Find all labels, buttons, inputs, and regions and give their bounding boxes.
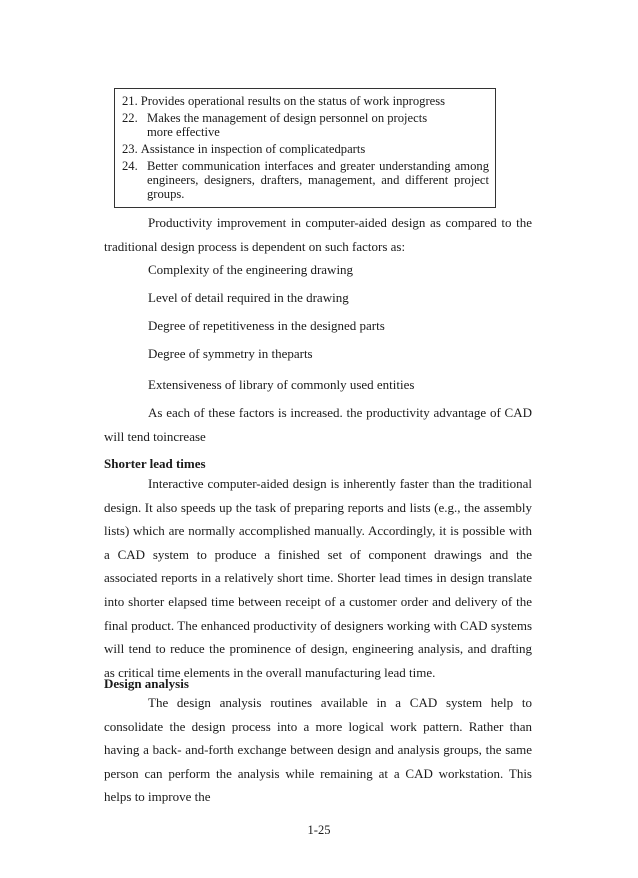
intro-paragraph-text: Productivity improvement in computer-aided design as compared to the traditional design process is dependent on such factors as: — [104, 215, 532, 254]
section-body — [104, 472, 532, 684]
section-body-text: The design analysis routines available in a CAD system help to consolidate the design process into a more logical work pattern. Rather than having a back- and-forth exchange between design and analysis groups, the same person can perform the analysis while remaining at a CAD workstation. This helps to improve the — [104, 695, 532, 805]
list-item — [122, 142, 489, 156]
factor-item: Degree of symmetry in theparts — [148, 346, 313, 361]
factor-item: Complexity of the engineering drawing — [148, 262, 354, 277]
list-item-text: Assistance in inspection of complicatedparts — [140, 142, 366, 156]
intro-paragraph — [104, 211, 532, 258]
numbered-list-box — [114, 88, 496, 208]
factors-conclusion — [104, 401, 532, 448]
section-body — [104, 691, 532, 809]
section-body-text: Interactive computer-aided design is inherently faster than the traditional design. It also speeds up the task of preparing reports and lists (e.g., the assembly lists) which are normally accomplished manually. Accordingly, it is possible with a CAD system to produce a finished set of component drawings and the associated reports in a relatively short time. Shorter lead times in design translate into shorter elapsed time between receipt of a customer order and delivery of the final product. The enhanced productivity of designers working with CAD systems will tend to reduce the prominence of design, engineering analysis, and drafting as critical time elements in the overall manufacturing lead time. — [104, 476, 532, 680]
list-item — [122, 111, 489, 139]
list-item — [122, 94, 489, 108]
list-item-number: 21. — [122, 94, 138, 108]
factor-item: Degree of repetitiveness in the designed parts — [148, 318, 385, 333]
list-item-number: 24. — [122, 159, 138, 173]
list-item-text: Better communication interfaces and greater understanding among engineers, designers, drafters, management, and different project groups. — [147, 159, 489, 201]
factors-conclusion-text: As each of these factors is increased. the productivity advantage of CAD will tend toincrease — [104, 405, 532, 444]
list-item-text: Makes the management of design personnel on projects more effective — [147, 111, 428, 139]
page-number: 1-25 — [307, 823, 331, 837]
section-heading: Design analysis — [104, 676, 189, 691]
section-heading: Shorter lead times — [104, 456, 206, 471]
list-item — [122, 159, 489, 201]
list-item-text: Provides operational results on the status of work inprogress — [140, 94, 446, 108]
factor-item: Level of detail required in the drawing — [148, 290, 349, 305]
list-item-number: 23. — [122, 142, 138, 156]
factor-item: Extensiveness of library of commonly used entities — [148, 377, 415, 392]
list-item-number: 22. — [122, 111, 138, 125]
